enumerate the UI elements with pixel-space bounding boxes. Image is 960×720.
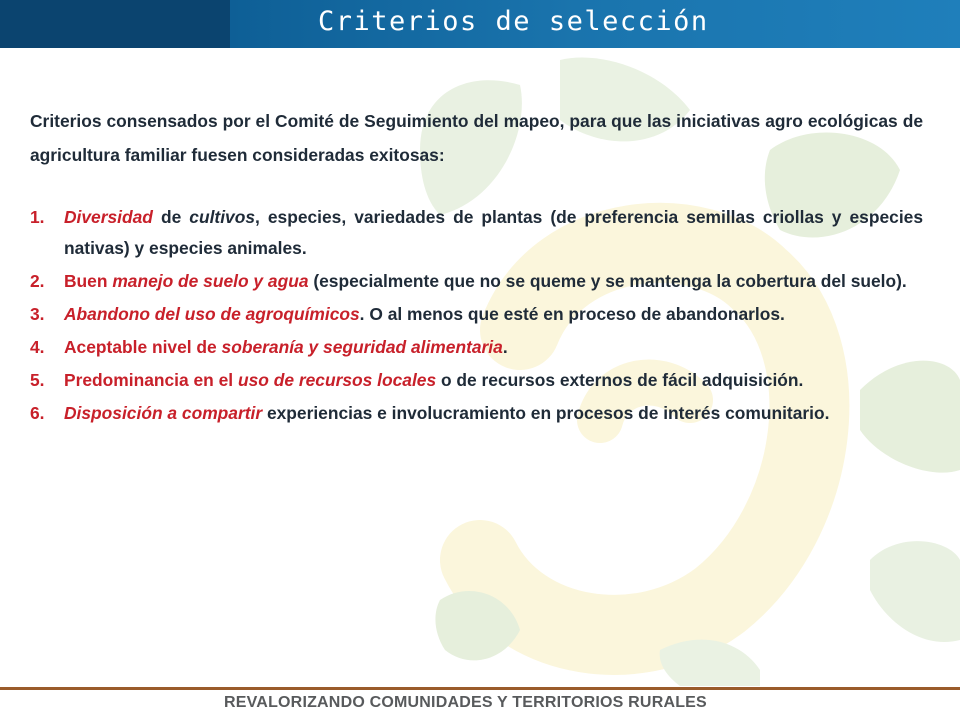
criteria-item-text: Abandono del uso de agroquímicos <box>64 304 360 324</box>
criteria-item-number: 2. <box>30 271 45 291</box>
criteria-item <box>30 365 923 396</box>
criteria-item-text: Predominancia en el <box>64 370 238 390</box>
intro-paragraph: Criterios consensados por el Comité de Seguimiento del mapeo, para que las iniciativas agro ecológicas de agricultura familiar fuesen consideradas exitosas: <box>30 111 923 165</box>
page-title: Criterios de selección <box>318 6 709 37</box>
criteria-item-text: uso de recursos locales <box>237 370 437 390</box>
criteria-item-text: soberanía y seguridad alimentaria <box>221 337 503 357</box>
footer-divider <box>0 687 960 690</box>
criteria-item-text: Aceptable nivel de <box>64 337 222 357</box>
header-left-block <box>0 0 230 48</box>
criteria-list <box>30 202 923 429</box>
slide-content <box>30 104 923 431</box>
criteria-item-text: o de recursos externos de fácil adquisición. <box>436 370 804 390</box>
criteria-item-text: Disposición a compartir <box>64 403 263 423</box>
criteria-item-text: . O al menos que esté en proceso de abandonarlos. <box>359 304 785 324</box>
criteria-item <box>30 299 923 330</box>
criteria-item <box>30 266 923 297</box>
criteria-item-text: , especies, variedades de plantas (de preferencia semillas criollas y especies nativas) y especies animales. <box>64 207 923 258</box>
criteria-item-number: 6. <box>30 403 45 423</box>
criteria-item-text: cultivos <box>189 207 255 227</box>
criteria-item-text: manejo de suelo y agua <box>112 271 309 291</box>
criteria-item-text: Diversidad <box>64 207 153 227</box>
criteria-item <box>30 332 923 363</box>
header-bar <box>0 0 960 48</box>
criteria-item <box>30 202 923 264</box>
criteria-item-text: de <box>152 207 190 227</box>
criteria-item <box>30 398 923 429</box>
criteria-item-number: 1. <box>30 207 45 227</box>
criteria-item-text: . <box>502 337 508 357</box>
footer-tagline: REVALORIZANDO COMUNIDADES Y TERRITORIOS RURALES <box>224 694 707 711</box>
criteria-item-number: 3. <box>30 304 45 324</box>
criteria-item-number: 5. <box>30 370 45 390</box>
criteria-item-text: (especialmente que no se queme y se mantenga la cobertura del suelo). <box>308 271 907 291</box>
criteria-item-text: experiencias e involucramiento en procesos de interés comunitario. <box>262 403 830 423</box>
criteria-item-text: Buen <box>64 271 113 291</box>
criteria-item-number: 4. <box>30 337 45 357</box>
